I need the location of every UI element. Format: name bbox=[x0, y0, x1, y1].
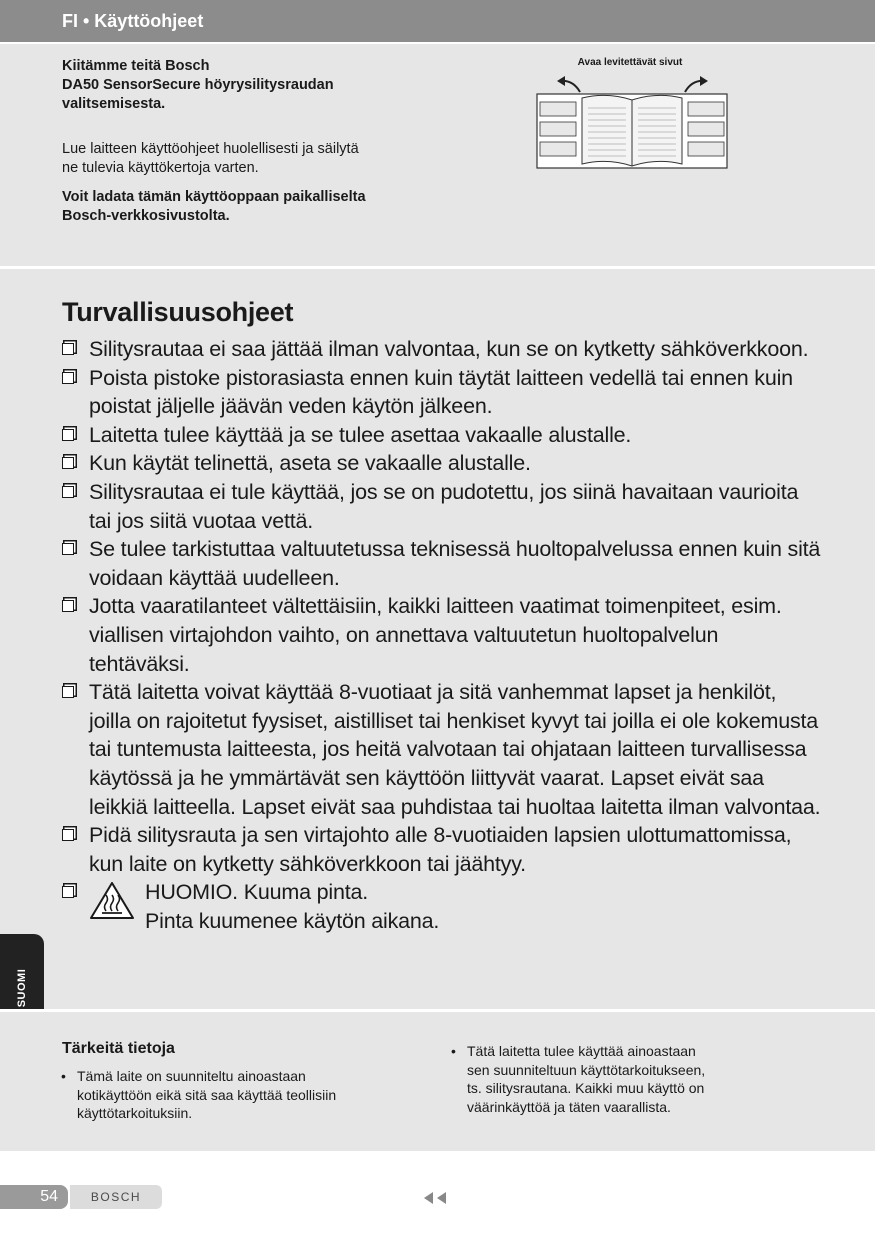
info-right-line-4: väärinkäyttöä ja täten vaarallista. bbox=[467, 1098, 671, 1115]
info-right-column bbox=[451, 1042, 807, 1116]
info-right-line-3: ts. silitysrautana. Kaikki muu käyttö on bbox=[467, 1080, 705, 1096]
info-title: Tärkeitä tietoja bbox=[62, 1040, 175, 1057]
list-item bbox=[62, 364, 822, 421]
safety-item-text: Silitysrautaa ei tule käyttää, jos se on pudotettu, jos siinä havaitaan vaurioita tai jos siitä vuotaa vettä. bbox=[89, 479, 799, 533]
important-info-section bbox=[0, 1012, 875, 1151]
checkbox-bullet-icon bbox=[62, 429, 74, 441]
brand-label: BOSCH bbox=[70, 1185, 162, 1209]
warning-item bbox=[62, 878, 822, 935]
safety-item-text: Silitysrautaa ei saa jättää ilman valvontaa, kun se on kytketty sähköverkkoon. bbox=[89, 337, 809, 361]
download-line-2: Bosch-verkkosivustolta. bbox=[62, 208, 230, 224]
warning-line-2: Pinta kuumenee käytön aikana. bbox=[145, 908, 440, 933]
list-item bbox=[62, 535, 822, 592]
read-line-2: ne tulevia käyttökertoja varten. bbox=[62, 160, 259, 176]
read-line-1: Lue laitteen käyttöohjeet huolellisesti ja säilytä bbox=[62, 141, 359, 157]
safety-list bbox=[62, 335, 822, 935]
previous-page-icon[interactable] bbox=[422, 1191, 450, 1205]
list-item bbox=[62, 592, 822, 678]
safety-item-text: Poista pistoke pistorasiasta ennen kuin täytät laitteen vedellä tai ennen kuin poistat jäljelle jäävän veden käytön jälkeen. bbox=[89, 365, 793, 419]
safety-item-text: Tätä laitetta voivat käyttää 8-vuotiaat ja sitä vanhemmat lapset ja henkilöt, joilla on rajoitetut fyysiset, aistilliset tai henkiset kyvyt tai joilla ei ole kokemusta tai tuntemusta laitteesta, jos heitä valvotaan tai ohjataan laitteen turvallisessa käytössä ja he ymmärtävät sen käyttöön liittyvät vaarat. Lapset eivät saa leikkiä laitteella. Lapset eivät saa puhdistaa tai huoltaa laitetta ilman valvontaa. bbox=[89, 680, 821, 819]
warning-text bbox=[145, 878, 439, 935]
safety-title: Turvallisuusohjeet bbox=[62, 297, 294, 327]
checkbox-bullet-icon bbox=[62, 343, 74, 355]
safety-item-text: Laitetta tulee käyttää ja se tulee asettaa vakaalle alustalle. bbox=[89, 422, 632, 447]
intro-section bbox=[0, 44, 875, 266]
list-item bbox=[62, 449, 822, 478]
info-right-line-1: Tätä laitetta tulee käyttää ainoastaan bbox=[467, 1043, 696, 1059]
page-header bbox=[0, 0, 875, 42]
info-left-line-1: Tämä laite on suunniteltu ainoastaan bbox=[77, 1068, 306, 1084]
warning-row bbox=[89, 878, 822, 935]
bullet-dot: • bbox=[451, 1043, 456, 1059]
safety-item-text: Pidä silitysrauta ja sen virtajohto alle 8-vuotiaiden lapsien ulottumattomissa, kun laite on kytketty sähköverkkoon tai jäähtyy. bbox=[89, 823, 792, 876]
page-footer bbox=[0, 1151, 875, 1241]
page-number: 54 bbox=[0, 1185, 68, 1209]
side-tab-label: SUOMI bbox=[16, 968, 28, 1008]
safety-item-text: Jotta vaaratilanteet vältettäisiin, kaikki laitteen vaatimat toimenpiteet, esim. viallisen virtajohdon vaihto, on annettava valtuutetun huoltopalvelun tehtäväksi. bbox=[89, 594, 782, 676]
thanks-line-3: valitsemisesta. bbox=[62, 96, 166, 112]
list-item bbox=[62, 821, 822, 878]
list-item bbox=[62, 421, 822, 450]
checkbox-bullet-icon bbox=[62, 886, 74, 898]
checkbox-bullet-icon bbox=[62, 686, 74, 698]
download-line-1: Voit ladata tämän käyttöoppaan paikalliselta bbox=[62, 189, 366, 205]
safety-section bbox=[0, 269, 875, 1009]
list-item bbox=[62, 478, 822, 535]
list-item bbox=[62, 678, 822, 821]
warning-line-1: HUOMIO. Kuuma pinta. bbox=[145, 880, 369, 905]
info-right-line-2: sen suunniteltuun käyttötarkoitukseen, bbox=[467, 1061, 706, 1078]
info-left-column bbox=[61, 1067, 417, 1123]
header-title: FI • Käyttöohjeet bbox=[62, 11, 204, 31]
thanks-line-2: DA50 SensorSecure höyrysilitysraudan bbox=[62, 77, 334, 93]
info-left-line-2: kotikäyttöön eikä sitä saa käyttää teollisiin bbox=[77, 1086, 337, 1103]
foldout-pages-icon bbox=[535, 72, 730, 172]
thanks-line-1: Kiitämme teitä Bosch bbox=[62, 58, 210, 74]
checkbox-bullet-icon bbox=[62, 829, 74, 841]
checkbox-bullet-icon bbox=[62, 600, 74, 612]
hot-surface-warning-icon bbox=[89, 880, 135, 920]
info-left-line-3: käyttötarkoituksiin. bbox=[77, 1105, 193, 1121]
bullet-dot: • bbox=[61, 1068, 66, 1084]
checkbox-bullet-icon bbox=[62, 457, 74, 469]
checkbox-bullet-icon bbox=[62, 486, 74, 498]
checkbox-bullet-icon bbox=[62, 543, 74, 555]
safety-item-text: Kun käytät telinettä, aseta se vakaalle alustalle. bbox=[89, 451, 531, 476]
checkbox-bullet-icon bbox=[62, 372, 74, 384]
safety-item-text: Se tulee tarkistuttaa valtuutetussa teknisessä huoltopalvelussa ennen kuin sitä voidaan käyttää uudelleen. bbox=[89, 537, 821, 590]
list-item bbox=[62, 335, 822, 364]
foldout-caption: Avaa levitettävät sivut bbox=[577, 57, 683, 68]
